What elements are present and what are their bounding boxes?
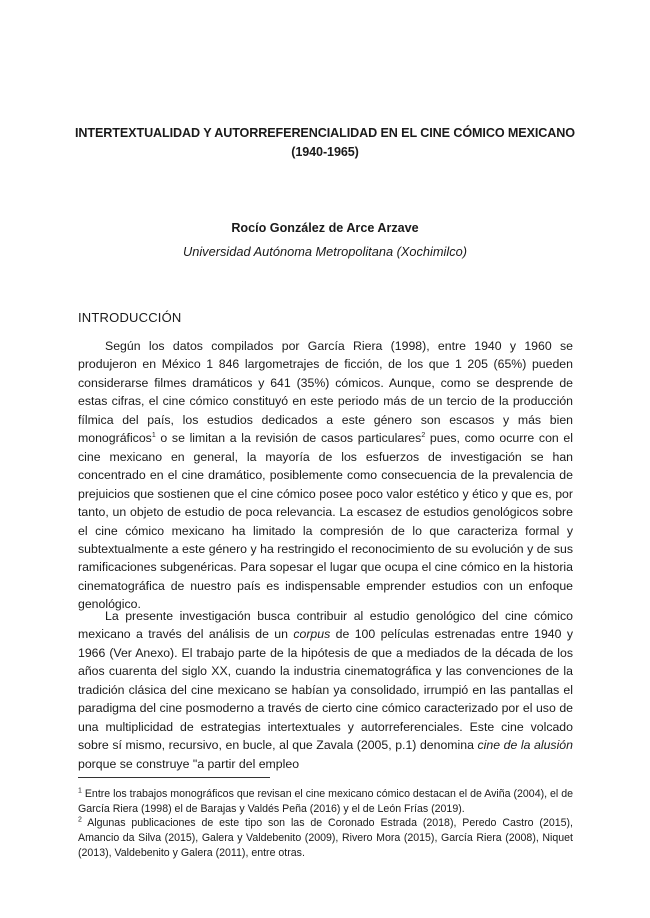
- section-heading-introduccion: INTRODUCCIÓN: [78, 310, 182, 325]
- para1-text-b: o se limitan a la revisión de casos particulares: [155, 431, 422, 446]
- para1-text-a: Según los datos compilados por García Riera (1998), entre 1940 y 1960 se produjeron en México 1 846 largometrajes de ficción, de los que 1 205 (65%) pueden considerarse filmes dramáticos y 641 (35%) cómicos. Aunque, como se desprende de estas cifras, el cine cómico constituyó en este periodo más de un tercio de la producción fílmica del país, los estudios dedicados a este género son escasos y más bien monográficos: [78, 339, 573, 446]
- author-name: Rocío González de Arce Arzave: [231, 221, 419, 235]
- para2-text-a: La presente investigación busca contribuir al estudio genológico del cine cómico mexicano a través del análisis de un: [78, 609, 573, 642]
- footnote-1-text: Entre los trabajos monográficos que revisan el cine mexicano cómico destacan el de Aviña (2004), el de García Riera (1998) el de Barajas y Valdés Peña (2016) y el de León Frías (2019).: [78, 788, 573, 815]
- title-line-1: INTERTEXTUALIDAD Y AUTORREFERENCIALIDAD EN EL CINE CÓMICO MEXICANO: [75, 126, 575, 140]
- para2-text-b: de 100 películas estrenadas entre 1940 y 1966 (Ver Anexo). El trabajo parte de la hipótesis de que a mediados de la década de los años cuarenta del siglo XX, cuando la industria cinematográfica y las convenciones de la tradición clásica del cine mexicano se habían ya consolidado, irrumpió en las pantallas el paradigma del cine posmoderno a través de cierto cine cómico caracterizado por el uso de una multiplicidad de estrategias intertextuales y autorreferenciales. Este cine volcado sobre sí mismo, recursivo, en bucle, al que Zavala (2005, p.1) denomina: [78, 627, 573, 753]
- footnote-ref-1[interactable]: 1: [151, 432, 156, 440]
- footnote-marker-2: 2: [78, 816, 82, 824]
- footnote-ref-2[interactable]: 2: [421, 432, 426, 440]
- footnote-2: [78, 816, 573, 861]
- footnote-1: [78, 787, 573, 817]
- author-affiliation: Universidad Autónoma Metropolitana (Xochimilco): [182, 244, 468, 259]
- title-line-2: (1940-1965): [291, 145, 359, 159]
- footnote-marker-1: 1: [78, 787, 82, 795]
- footnote-separator: [78, 777, 270, 778]
- body-paragraph-2: [78, 607, 573, 773]
- para2-text-c: porque se construye "a partir del empleo: [78, 756, 300, 771]
- para2-italic-corpus: corpus: [293, 627, 331, 642]
- body-paragraph-1: [78, 337, 573, 614]
- para1-text-c: pues, como ocurre con el cine mexicano en general, la mayoría de los esfuerzos de investigación se han concentrado en el cine dramático, posiblemente como consecuencia de la prevalencia de prejuicios que sostienen que el cine cómico posee poco valor estético y ético y que es, por tanto, un objeto de estudio de poca relevancia. La escasez de estudios genológicos sobre el cine cómico mexicano ha limitado la compresión de lo que caracteriza formal y subtextualmente a este género y ha restringido el reconocimiento de su evolución y de sus ramificaciones subgenéricas. Para sopesar el lugar que ocupa el cine cómico en la historia cinematográfica de nuestro país es indispensable emprender estudios con un enfoque genológico.: [78, 431, 573, 612]
- para2-italic-cine-alusion: cine de la alusión: [477, 738, 573, 753]
- footnote-2-text: Algunas publicaciones de este tipo son las de Coronado Estrada (2018), Peredo Castro (2015), Amancio da Silva (2015), Galera y Valdebenito (2009), Rivero Mora (2015), García Riera (2008), Niquet (2013), Valdebenito y Galera (2011), entre otras.: [78, 817, 573, 859]
- paper-title: [60, 124, 590, 162]
